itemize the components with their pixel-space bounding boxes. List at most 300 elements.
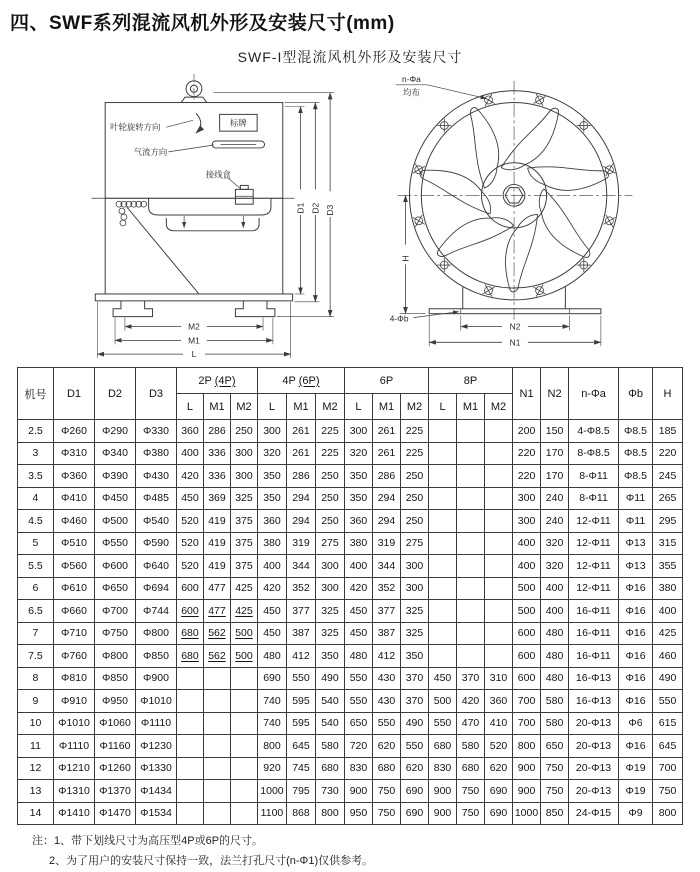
table-cell: 600 <box>176 577 203 600</box>
table-cell: 16-Φ11 <box>569 622 619 645</box>
table-cell: 7 <box>17 622 53 645</box>
table-cell: Φ800 <box>94 645 135 668</box>
table-cell: 600 <box>176 600 203 623</box>
table-cell: 320 <box>541 532 569 555</box>
table-cell: 185 <box>653 420 683 443</box>
dim-label-d1: D1 <box>295 202 306 214</box>
table-cell: 24-Φ15 <box>569 802 619 825</box>
table-cell: 325 <box>230 487 257 510</box>
table-cell: 419 <box>203 510 230 533</box>
col-header-model: 机号 <box>17 368 53 420</box>
table-cell: Φ850 <box>135 645 176 668</box>
table-cell: 950 <box>344 802 372 825</box>
table-cell: 720 <box>344 735 372 758</box>
table-cell: 200 <box>513 420 541 443</box>
table-cell: 740 <box>257 712 286 735</box>
table-cell: 300 <box>257 420 286 443</box>
col-header-na: n-Φa <box>569 368 619 420</box>
sub-header-m2: M2 <box>230 394 257 420</box>
table-cell <box>176 802 203 825</box>
table-cell: 400 <box>653 600 683 623</box>
table-cell: Φ19 <box>619 780 653 803</box>
col-group-4p: 4P (6P) <box>257 368 344 394</box>
table-cell: 550 <box>653 690 683 713</box>
table-cell: 315 <box>653 532 683 555</box>
table-cell: Φ450 <box>94 487 135 510</box>
table-cell: 520 <box>176 532 203 555</box>
table-cell: 595 <box>286 690 315 713</box>
table-cell: Φ16 <box>619 577 653 600</box>
table-cell: 300 <box>230 442 257 465</box>
dim-label-n1: N1 <box>509 337 521 348</box>
sub-header-m1: M1 <box>203 394 230 420</box>
table-row <box>17 802 682 825</box>
table-cell: 250 <box>400 487 428 510</box>
table-cell: 795 <box>286 780 315 803</box>
table-cell: 377 <box>286 600 315 623</box>
table-cell: 690 <box>485 802 513 825</box>
table-cell <box>457 645 485 668</box>
table-body <box>17 420 682 825</box>
table-cell: 645 <box>286 735 315 758</box>
table-cell: 261 <box>286 442 315 465</box>
table-cell: 450 <box>344 600 372 623</box>
table-cell: 850 <box>541 802 569 825</box>
table-cell: 650 <box>541 735 569 758</box>
dim-label-m1: M1 <box>188 335 200 346</box>
table-cell: 600 <box>513 645 541 668</box>
table-cell: 350 <box>257 487 286 510</box>
table-cell: 680 <box>429 735 457 758</box>
col-header-fb: Φb <box>619 368 653 420</box>
sub-header-m1: M1 <box>286 394 315 420</box>
table-cell: 490 <box>400 712 428 735</box>
table-cell: 295 <box>653 510 683 533</box>
table-cell: Φ8.5 <box>619 442 653 465</box>
table-cell: 14 <box>17 802 53 825</box>
table-cell: 400 <box>541 600 569 623</box>
table-cell: 900 <box>513 757 541 780</box>
table-cell: Φ950 <box>94 690 135 713</box>
dim-label-d2: D2 <box>310 202 321 214</box>
table-cell: 336 <box>203 465 230 488</box>
table-cell: 320 <box>541 555 569 578</box>
table-cell: 319 <box>372 532 400 555</box>
table-cell: Φ1010 <box>135 690 176 713</box>
table-cell <box>457 510 485 533</box>
table-cell: 900 <box>429 780 457 803</box>
table-cell: 220 <box>513 465 541 488</box>
table-cell <box>429 577 457 600</box>
table-cell: 3 <box>17 442 53 465</box>
table-cell: 8-Φ8.5 <box>569 442 619 465</box>
table-cell: Φ800 <box>135 622 176 645</box>
table-cell: 520 <box>176 555 203 578</box>
table-cell: 344 <box>286 555 315 578</box>
table-cell <box>429 622 457 645</box>
table-cell <box>203 667 230 690</box>
table-cell: 380 <box>344 532 372 555</box>
table-cell: 16-Φ11 <box>569 600 619 623</box>
table-row <box>17 555 682 578</box>
table-cell: 480 <box>257 645 286 668</box>
table-cell: 750 <box>457 780 485 803</box>
table-cell: 350 <box>344 465 372 488</box>
table-cell: 325 <box>400 622 428 645</box>
table-cell: 3.5 <box>17 465 53 488</box>
table-cell: 400 <box>541 577 569 600</box>
table-cell: 250 <box>230 420 257 443</box>
table-cell: 8-Φ11 <box>569 465 619 488</box>
table-cell: 550 <box>344 690 372 713</box>
table-cell: 261 <box>372 420 400 443</box>
table-cell: Φ310 <box>53 442 94 465</box>
table-cell: 490 <box>315 667 344 690</box>
table-cell: 265 <box>653 487 683 510</box>
sub-header-m1: M1 <box>457 394 485 420</box>
table-cell <box>485 555 513 578</box>
table-cell <box>485 622 513 645</box>
junction-box-label: 接线盒 <box>205 169 231 180</box>
table-cell <box>457 487 485 510</box>
table-cell: 16-Φ13 <box>569 690 619 713</box>
table-cell: 750 <box>372 802 400 825</box>
table-cell: 12-Φ11 <box>569 555 619 578</box>
table-cell: 400 <box>513 532 541 555</box>
table-cell: 1000 <box>513 802 541 825</box>
table-cell: Φ1010 <box>53 712 94 735</box>
table-cell: 375 <box>230 555 257 578</box>
flange-holes-label: n-Φa <box>402 73 421 84</box>
table-row <box>17 577 682 600</box>
table-cell: 380 <box>653 577 683 600</box>
table-cell: 730 <box>315 780 344 803</box>
table-cell: 450 <box>344 622 372 645</box>
table-cell: 550 <box>286 667 315 690</box>
table-cell <box>230 712 257 735</box>
table-cell: 500 <box>513 600 541 623</box>
table-cell: 690 <box>400 780 428 803</box>
table-cell <box>176 712 203 735</box>
table-cell: Φ430 <box>135 465 176 488</box>
table-cell: Φ650 <box>94 577 135 600</box>
sub-header-l: L <box>344 394 372 420</box>
table-cell: 700 <box>513 690 541 713</box>
table-cell: 830 <box>429 757 457 780</box>
table-cell: 520 <box>176 510 203 533</box>
table-cell <box>485 510 513 533</box>
table-cell <box>457 555 485 578</box>
col-group-2p: 2P (4P) <box>176 368 257 394</box>
table-cell: 645 <box>653 735 683 758</box>
table-cell: 261 <box>286 420 315 443</box>
table-cell <box>203 802 230 825</box>
table-cell: Φ16 <box>619 622 653 645</box>
table-cell: 220 <box>653 442 683 465</box>
table-cell: 250 <box>315 465 344 488</box>
table-cell: 320 <box>257 442 286 465</box>
airflow-direction-label: 气流方向 <box>133 146 168 157</box>
col-header-d1: D1 <box>53 368 94 420</box>
table-cell: 500 <box>429 690 457 713</box>
table-cell: 225 <box>400 442 428 465</box>
table-cell: Φ1330 <box>135 757 176 780</box>
table-cell: 6.5 <box>17 600 53 623</box>
table-cell: 300 <box>315 555 344 578</box>
table-cell <box>203 757 230 780</box>
table-cell: 412 <box>286 645 315 668</box>
table-cell: Φ700 <box>94 600 135 623</box>
table-cell: 400 <box>344 555 372 578</box>
table-cell: 12-Φ11 <box>569 532 619 555</box>
table-cell: 225 <box>315 420 344 443</box>
table-cell: 360 <box>176 420 203 443</box>
table-cell: 360 <box>485 690 513 713</box>
table-cell <box>203 712 230 735</box>
table-cell: 500 <box>230 622 257 645</box>
table-cell: 750 <box>457 802 485 825</box>
page-title: 四、SWF系列混流风机外形及安装尺寸(mm) <box>10 13 395 34</box>
table-cell <box>203 735 230 758</box>
table-cell: 12 <box>17 757 53 780</box>
table-cell: 20-Φ13 <box>569 757 619 780</box>
table-cell <box>176 735 203 758</box>
table-cell: Φ11 <box>619 510 653 533</box>
col-group-8p: 8P <box>429 368 513 394</box>
page-subtitle: SWF-I型混流风机外形及安装尺寸 <box>237 49 463 65</box>
table-cell: Φ6 <box>619 712 653 735</box>
table-cell <box>176 667 203 690</box>
table-cell: 375 <box>230 532 257 555</box>
table-cell: 615 <box>653 712 683 735</box>
table-cell: 580 <box>541 712 569 735</box>
table-cell: 286 <box>372 465 400 488</box>
table-cell: 8-Φ11 <box>569 487 619 510</box>
table-cell: 300 <box>344 420 372 443</box>
table-cell: Φ360 <box>53 465 94 488</box>
table-cell: 20-Φ13 <box>569 712 619 735</box>
table-cell: 425 <box>653 622 683 645</box>
table-cell: 16-Φ11 <box>569 645 619 668</box>
table-cell: 477 <box>203 600 230 623</box>
note-line-1: 注：1、带下划线尺寸为高压型4P或6P的尺寸。 <box>32 835 264 847</box>
table-cell: 286 <box>203 420 230 443</box>
table-cell: 690 <box>257 667 286 690</box>
table-cell: 325 <box>400 600 428 623</box>
table-cell: 240 <box>541 487 569 510</box>
table-cell: 6 <box>17 577 53 600</box>
table-cell: Φ1160 <box>94 735 135 758</box>
table-cell: 261 <box>372 442 400 465</box>
col-header-h: H <box>653 368 683 420</box>
table-cell: 370 <box>457 667 485 690</box>
table-cell: 12-Φ11 <box>569 577 619 600</box>
table-cell: 900 <box>513 780 541 803</box>
table-cell: 419 <box>203 532 230 555</box>
table-cell: 580 <box>315 735 344 758</box>
table-cell: 550 <box>429 712 457 735</box>
table-cell: 430 <box>372 667 400 690</box>
table-cell: 450 <box>429 667 457 690</box>
table-cell: Φ460 <box>53 510 94 533</box>
table-cell: 275 <box>400 532 428 555</box>
table-cell <box>429 600 457 623</box>
table-cell: 5.5 <box>17 555 53 578</box>
table-cell: 286 <box>286 465 315 488</box>
table-cell: 2.5 <box>17 420 53 443</box>
table-cell: 480 <box>541 667 569 690</box>
table-cell: 800 <box>257 735 286 758</box>
table-cell: Φ610 <box>53 577 94 600</box>
table-cell: 680 <box>176 645 203 668</box>
table-cell: 319 <box>286 532 315 555</box>
table-cell <box>230 802 257 825</box>
table-cell: 225 <box>315 442 344 465</box>
table-cell: Φ340 <box>94 442 135 465</box>
side-view-drawing <box>34 69 350 365</box>
table-cell: 500 <box>230 645 257 668</box>
table-row <box>17 622 682 645</box>
table-cell: 300 <box>400 577 428 600</box>
table-cell: 300 <box>513 487 541 510</box>
table-cell: 1000 <box>257 780 286 803</box>
table-cell: Φ1230 <box>135 735 176 758</box>
table-cell <box>230 757 257 780</box>
table-cell: Φ744 <box>135 600 176 623</box>
sub-header-l: L <box>257 394 286 420</box>
table-cell: 20-Φ13 <box>569 780 619 803</box>
table-cell: 490 <box>653 667 683 690</box>
table-cell: 680 <box>176 622 203 645</box>
table-cell: 4-Φ8.5 <box>569 420 619 443</box>
table-cell: 425 <box>230 600 257 623</box>
table-cell: 620 <box>372 735 400 758</box>
table-cell: Φ1060 <box>94 712 135 735</box>
table-cell: 250 <box>400 465 428 488</box>
table-cell: Φ1110 <box>53 735 94 758</box>
base-holes-label: 4-Φb <box>389 313 409 324</box>
dim-label-d3: D3 <box>325 204 336 216</box>
table-cell <box>457 420 485 443</box>
table-row <box>17 712 682 735</box>
table-cell: 562 <box>203 645 230 668</box>
table-cell: 350 <box>400 645 428 668</box>
table-cell <box>457 622 485 645</box>
table-cell: 420 <box>257 577 286 600</box>
table-cell: Φ510 <box>53 532 94 555</box>
sub-header-l: L <box>176 394 203 420</box>
table-cell: 350 <box>344 487 372 510</box>
table-cell: Φ13 <box>619 532 653 555</box>
table-cell: 245 <box>653 465 683 488</box>
table-cell: 650 <box>344 712 372 735</box>
table-cell: Φ485 <box>135 487 176 510</box>
table-cell: 412 <box>372 645 400 668</box>
table-cell: 680 <box>315 757 344 780</box>
table-cell: 700 <box>513 712 541 735</box>
table-cell <box>429 555 457 578</box>
table-cell: Φ8.5 <box>619 465 653 488</box>
table-cell: 920 <box>257 757 286 780</box>
table-cell: 170 <box>541 442 569 465</box>
table-cell: 420 <box>457 690 485 713</box>
table-cell <box>429 532 457 555</box>
table-cell <box>203 780 230 803</box>
notes <box>32 832 690 872</box>
table-cell: 562 <box>203 622 230 645</box>
table-cell: 460 <box>653 645 683 668</box>
dim-label-n2: N2 <box>509 321 521 332</box>
rotation-direction-label: 叶轮旋转方向 <box>110 122 161 133</box>
sub-header-m1: M1 <box>372 394 400 420</box>
table-cell: 425 <box>230 577 257 600</box>
table-cell: Φ550 <box>94 532 135 555</box>
table-cell: 800 <box>653 802 683 825</box>
table-row <box>17 442 682 465</box>
table-cell <box>457 532 485 555</box>
table-cell: 430 <box>372 690 400 713</box>
table-cell: 325 <box>315 622 344 645</box>
table-cell: 250 <box>400 510 428 533</box>
header-row-1 <box>17 368 682 394</box>
table-cell: Φ1370 <box>94 780 135 803</box>
front-view-drawing <box>360 69 676 365</box>
table-row <box>17 757 682 780</box>
table-cell: Φ16 <box>619 645 653 668</box>
table-cell: 400 <box>513 555 541 578</box>
table-cell: 352 <box>372 577 400 600</box>
table-cell: Φ390 <box>94 465 135 488</box>
table-row <box>17 487 682 510</box>
table-cell: Φ640 <box>135 555 176 578</box>
table-cell: 470 <box>457 712 485 735</box>
table-cell <box>429 645 457 668</box>
table-cell: 220 <box>513 442 541 465</box>
table-cell: 400 <box>257 555 286 578</box>
table-cell: 300 <box>400 555 428 578</box>
table-cell: 387 <box>286 622 315 645</box>
table-cell: 8 <box>17 667 53 690</box>
table-cell <box>203 690 230 713</box>
table-cell <box>230 667 257 690</box>
table-row <box>17 532 682 555</box>
table-cell: 170 <box>541 465 569 488</box>
table-cell: 294 <box>372 510 400 533</box>
table-cell: Φ540 <box>135 510 176 533</box>
col-header-d2: D2 <box>94 368 135 420</box>
table-cell: Φ760 <box>53 645 94 668</box>
table-cell: 240 <box>541 510 569 533</box>
table-cell: 320 <box>344 442 372 465</box>
col-header-n1: N1 <box>513 368 541 420</box>
table-cell: 480 <box>541 645 569 668</box>
table-cell <box>429 465 457 488</box>
table-row <box>17 690 682 713</box>
table-cell <box>457 442 485 465</box>
table-cell: 420 <box>344 577 372 600</box>
table-cell: 550 <box>344 667 372 690</box>
table-cell: 400 <box>176 442 203 465</box>
table-cell: Φ910 <box>53 690 94 713</box>
table-cell: 750 <box>541 780 569 803</box>
table-cell: 745 <box>286 757 315 780</box>
table-cell <box>485 465 513 488</box>
table-cell: Φ13 <box>619 555 653 578</box>
table-cell: 352 <box>286 577 315 600</box>
table-cell: 620 <box>400 757 428 780</box>
table-cell: 410 <box>485 712 513 735</box>
table-cell: 16-Φ13 <box>569 667 619 690</box>
